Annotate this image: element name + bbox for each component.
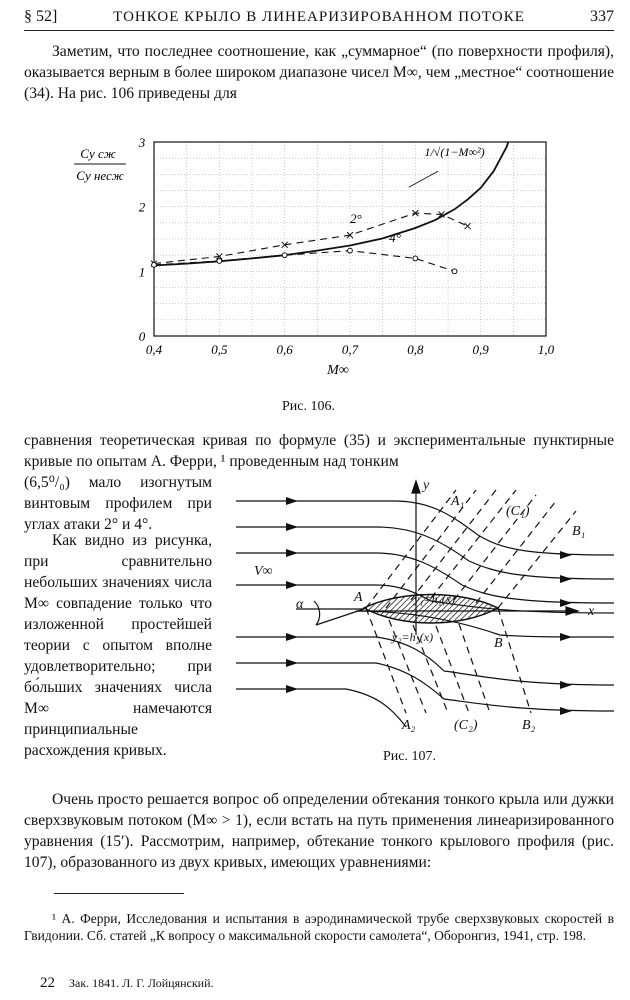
arrow-8 [560, 551, 572, 559]
annotation-formula-leader [409, 171, 438, 187]
arrow-13 [560, 707, 572, 715]
data-point-circle-marker [413, 256, 418, 261]
label-C2: (C₂) [454, 718, 478, 733]
label-B1: B₁ [572, 524, 586, 539]
arrow-9 [560, 575, 572, 583]
paragraph-2b [24, 472, 212, 535]
footnote-rule [54, 893, 184, 894]
y-axis-label-denominator: Cy несж [76, 168, 124, 183]
page-footer [40, 975, 214, 992]
figure-106-chart [70, 132, 560, 382]
figure-107-caption: Рис. 107. [383, 749, 436, 764]
mach-line-A1 [366, 490, 456, 608]
arrow-4 [286, 581, 298, 589]
label-A2: A₂ [402, 718, 416, 733]
label-y: y [423, 478, 430, 493]
arrow-2 [286, 523, 298, 531]
mach-line-B2 [498, 608, 531, 713]
y-tick-label: 2 [138, 199, 146, 215]
label-x: x [588, 604, 595, 619]
x-tick-label: 0,8 [407, 342, 424, 357]
figure-107-diagram [226, 475, 620, 745]
x-tick-label: 0,9 [472, 342, 489, 357]
paragraph-1-text: Заметим, что последнее соотношение, как „суммарное“ (по поверхности профиля), оказывается верным в более широком диапазоне чисел M∞, чем „местное“ соотношение (34). На рис. 106 приведены для [24, 43, 614, 102]
y-tick-label: 1 [138, 264, 146, 280]
x-tick-label: 1,0 [537, 342, 555, 357]
streamline-8 [236, 689, 406, 727]
x-tick-label: 0,5 [211, 342, 228, 357]
y-axis-label-numerator: Cy сж [80, 146, 116, 161]
mach-line-u4 [431, 490, 516, 598]
x-tick-label: 0,4 [145, 342, 163, 357]
paragraph-3 [24, 530, 212, 761]
arrow-5 [286, 633, 298, 641]
paragraph-2b-text: (6,5⁰/₀) мало изогнутым винтовым профилем при углах атаки 2° и 4°. [24, 474, 212, 533]
paragraph-2 [24, 430, 614, 472]
alpha-arc [314, 601, 320, 625]
header-title: ТОНКОЕ КРЫЛО В ЛИНЕАРИЗИРОВАННОМ ПОТОКЕ [113, 9, 525, 25]
label-alpha: α [296, 597, 304, 612]
label-B: B [494, 636, 503, 651]
footer-text: Зак. 1841. Л. Г. Лойцянский. [69, 976, 214, 990]
arrow-1 [286, 497, 298, 505]
footer-signature-number: 22 [40, 975, 55, 991]
streamline-6 [236, 637, 614, 685]
streamline-7 [236, 663, 614, 711]
page-number: 337 [590, 8, 614, 25]
x-axis-label: M∞ [327, 363, 349, 378]
data-point-circle-marker [348, 248, 353, 253]
data-point-circle-marker [282, 253, 287, 258]
arrow-6 [286, 659, 298, 667]
data-point-circle-marker [217, 259, 222, 264]
label-y1h1: y₁=h₁(x) [414, 592, 456, 606]
arrow-10 [560, 599, 572, 607]
paragraph-4 [24, 789, 614, 873]
data-point-x-marker [465, 223, 471, 229]
chord-line [316, 609, 364, 625]
paragraph-1 [24, 41, 614, 104]
data-point-circle-marker [452, 269, 457, 274]
annotation-formula: 1/√(1−M∞²) [424, 145, 485, 160]
arrow-12 [560, 681, 572, 689]
label-B2: B₂ [522, 718, 536, 733]
label-y2h2: y₂=h₂(x) [392, 630, 434, 644]
label-A1: A₁ [451, 494, 465, 509]
series-line-2 [154, 210, 468, 263]
paragraph-4-text: Очень просто решается вопрос об определении обтекания тонкого крыла или дужки сверхзвуковым потоком (M∞ > 1), если встать на путь применения линеаризированного уравнения (15′). Рассмотрим, например, обтекание тонкого крылового профиля (рис. 107), образованного из двух кривых, имеющих уравнениями: [24, 791, 614, 871]
section-number: § 52] [24, 8, 58, 25]
arrow-3 [286, 549, 298, 557]
label-Vinf: V∞ [254, 564, 273, 579]
paragraph-2-text: сравнения теоретическая кривая по формуле (35) и экспериментальные пунктирные кривые по опытам А. Ферри, ¹ проведенным над тонким [24, 432, 614, 470]
label-C1: (C₁) [506, 504, 530, 519]
chart-labels [74, 135, 555, 378]
series-line-3 [154, 251, 455, 272]
chart-grid [154, 142, 546, 336]
y-tick-label: 3 [138, 135, 146, 150]
x-axis-arrow [566, 607, 578, 615]
footnote: ¹ А. Ферри, Исследования и испытания в аэродинамической трубе сверхзвуковых скоростей в Гвидонии. Сб. статей „К вопросу о максимальной скорости самолета“, Оборонгиз, 1941, стр. 198. [24, 911, 614, 943]
data-point-circle-marker [152, 262, 157, 267]
x-tick-label: 0,6 [276, 342, 293, 357]
annotation-4deg: 4° [389, 230, 401, 246]
y-axis-arrow [412, 481, 420, 493]
figure-106-caption: Рис. 106. [282, 399, 335, 414]
y-tick-label: 0 [138, 329, 146, 344]
running-header [24, 8, 614, 30]
arrow-7 [286, 685, 298, 693]
x-tick-label: 0,7 [341, 342, 359, 357]
header-rule [24, 30, 614, 31]
paragraph-3-text: Как видно из рисунка, при сравнительно небольших значениях числа M∞ совпадение только что изложенной простейшей теории с опытом вполне удовлетворительно; при бо́льших значениях числа M∞ намечаются принципиальные расхождения кривых. [24, 532, 212, 759]
annotation-2deg: 2° [350, 210, 362, 226]
arrow-11 [560, 633, 572, 641]
label-A: A [354, 590, 363, 605]
